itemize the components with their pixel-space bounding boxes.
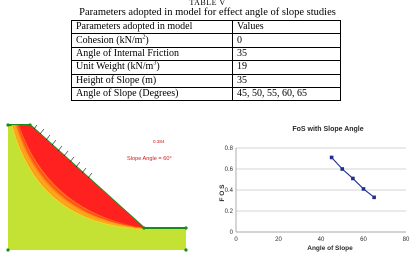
table-caption: Parameters adopted in model for effect angle of slope studies (79, 7, 336, 18)
table-header-row (72, 21, 341, 34)
x-tick-label: 40 (317, 237, 325, 243)
x-tick-label: 60 (360, 237, 367, 243)
param-end: ) (156, 61, 160, 73)
param-text: Unit Weight (kN/m (76, 61, 154, 73)
table-row (72, 47, 341, 60)
param-text: Height of Slope (m) (76, 74, 157, 86)
table-row (72, 34, 341, 47)
table-row (72, 87, 341, 100)
param-text: Cohesion (kN/m (76, 34, 143, 46)
fos-chart (212, 122, 412, 254)
param-cell (72, 87, 233, 100)
fos-data-point (351, 177, 355, 181)
x-axis-label: Angle of Slope (307, 245, 353, 252)
x-tick-label: 20 (275, 237, 282, 243)
y-axis-label: F O S (219, 184, 226, 202)
parameters-table (71, 20, 341, 101)
param-sup: 2 (142, 34, 146, 41)
value-cell: 35 (233, 74, 341, 87)
param-cell (72, 47, 233, 60)
y-tick-label: 0 (229, 230, 233, 237)
param-text: Angle of Internal Friction (76, 47, 180, 59)
chart-title: FoS with Slope Angle (292, 126, 364, 133)
param-end: ) (145, 34, 149, 46)
y-tick-label: 0.4 (224, 188, 233, 195)
fos-data-point (330, 156, 334, 160)
param-cell (72, 74, 233, 87)
param-cell (72, 61, 233, 74)
table-row (72, 74, 341, 87)
slope-angle-label: Slope Angle = 60° (127, 156, 172, 162)
fos-data-point (362, 187, 366, 191)
header-parameter: Parameters adopted in model (72, 21, 233, 34)
table-row (72, 61, 341, 74)
y-tick-label: 0.8 (224, 146, 233, 153)
value-cell: 19 (233, 61, 341, 74)
header-values: Values (233, 21, 341, 34)
fos-data-point (340, 167, 344, 171)
fos-value-label: 0.384 (153, 139, 165, 144)
y-tick-label: 0.2 (224, 209, 233, 216)
slope-model-figure (4, 120, 194, 254)
value-cell: 45, 50, 55, 60, 65 (233, 87, 341, 100)
y-tick-label: 0.6 (224, 167, 233, 174)
fos-data-point (372, 196, 376, 200)
param-text: Angle of Slope (Degrees) (76, 88, 179, 100)
value-cell: 35 (233, 47, 341, 60)
x-tick-label: 80 (402, 237, 410, 243)
param-cell (72, 34, 233, 47)
table-label: TABLE V (189, 0, 226, 7)
value-cell: 0 (233, 34, 341, 47)
x-tick-label: 0 (234, 237, 238, 243)
param-sup: 3 (153, 61, 157, 68)
